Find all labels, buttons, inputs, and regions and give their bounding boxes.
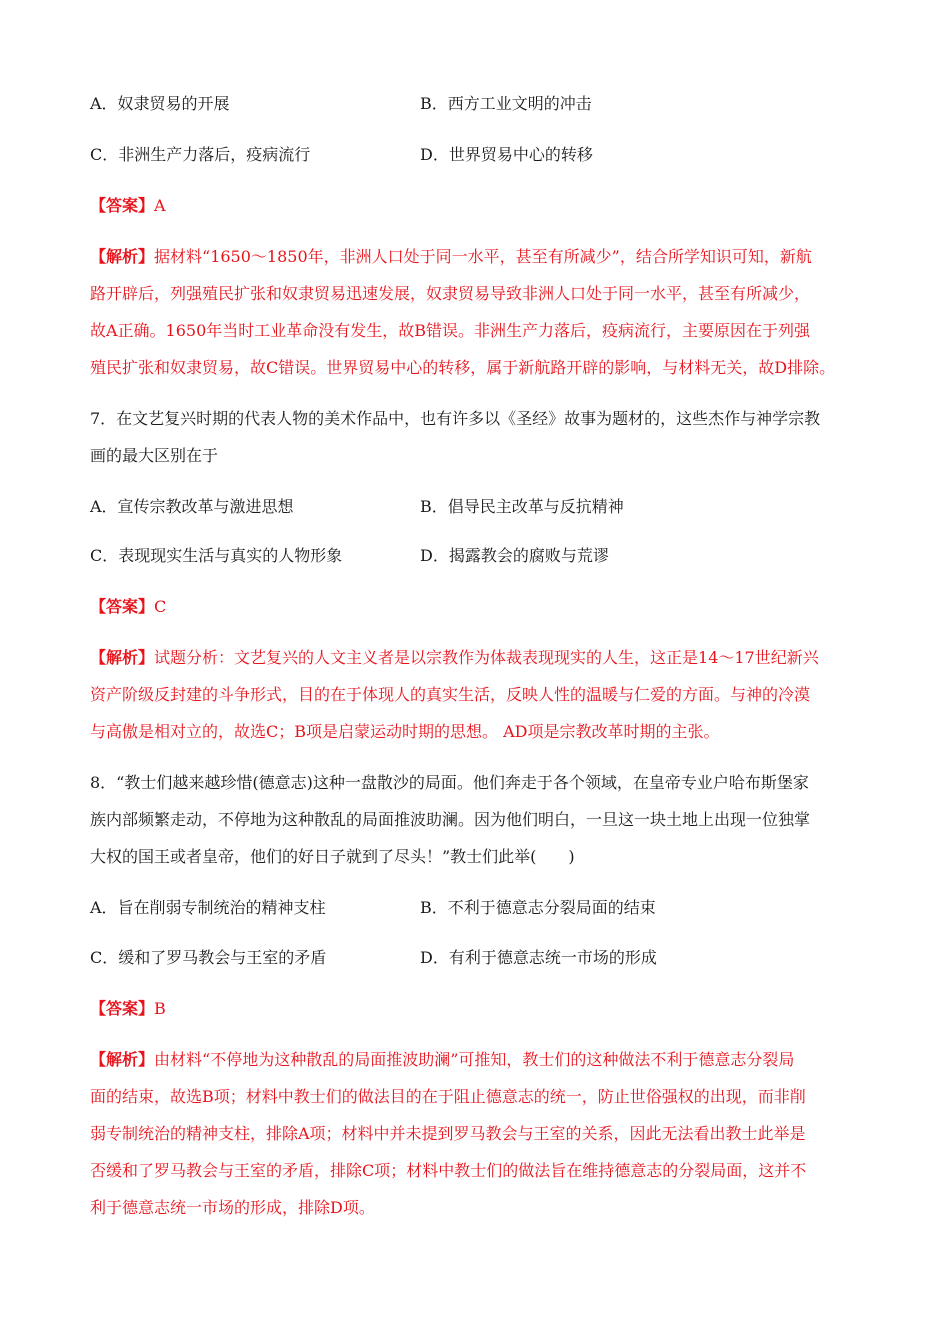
q8-analysis-line-2: 面的结束，故选B项；材料中教士们的做法目的在于阻止德意志的统一，防止世俗强权的出现，而非削	[90, 1087, 806, 1106]
q6-answer-value: A	[154, 196, 166, 215]
q8-analysis-line-1	[90, 1050, 794, 1070]
q8-stem-line-3: 大权的国王或者皇帝，他们的好日子就到了尽头！”教士们此举( )	[90, 847, 575, 866]
q7-option-b[interactable]: B．倡导民主改革与反抗精神	[420, 497, 624, 516]
q6-options-row-2	[90, 145, 870, 165]
q7-answer	[90, 597, 166, 617]
q8-stem-line-1: 8．“教士们越来越珍惜(德意志)这种一盘散沙的局面。他们奔走于各个领域，在皇帝专业户哈布斯堡家	[90, 773, 809, 792]
q6-analysis-line-4: 殖民扩张和奴隶贸易，故C错误。世界贸易中心的转移，属于新航路开辟的影响，与材料无关，故D排除。	[90, 358, 836, 377]
q7-stem-line-1: 7．在文艺复兴时期的代表人物的美术作品中，也有许多以《圣经》故事为题材的，这些杰作与神学宗教	[90, 409, 821, 428]
q8-analysis-line-5: 利于德意志统一市场的形成，排除D项。	[90, 1198, 375, 1217]
q6-analysis-tag: 【解析】	[90, 247, 155, 266]
q6-answer-tag: 【答案】	[90, 196, 155, 215]
q8-analysis-line-4: 否缓和了罗马教会与王室的矛盾，排除C项；材料中教士们的做法旨在维持德意志的分裂局面，这并不	[90, 1161, 807, 1180]
q7-analysis-line-2: 资产阶级反封建的斗争形式，目的在于体现人的真实生活，反映人性的温暖与仁爱的方面。与神的冷漠	[90, 685, 811, 704]
q7-options-row-1	[90, 497, 870, 517]
q6-options-row-1	[90, 94, 870, 114]
q6-option-a[interactable]: A．奴隶贸易的开展	[90, 94, 230, 113]
q8-option-a[interactable]: A．旨在削弱专制统治的精神支柱	[90, 898, 326, 917]
q8-stem-line-2: 族内部频繁走动，不停地为这种散乱的局面推波助澜。因为他们明白，一旦这一块土地上出现一位独掌	[90, 810, 811, 829]
q7-answer-value: C	[154, 597, 167, 616]
q8-analysis-line-3: 弱专制统治的精神支柱，排除A项；材料中并未提到罗马教会与王室的关系，因此无法看出教士此举是	[90, 1124, 806, 1143]
q6-option-d[interactable]: D．世界贸易中心的转移	[420, 145, 593, 164]
q7-options-row-2	[90, 546, 870, 566]
q6-answer	[90, 196, 166, 216]
q8-options-row-2	[90, 948, 870, 968]
q6-option-c[interactable]: C．非洲生产力落后，疫病流行	[90, 145, 311, 164]
q7-option-c[interactable]: C．表现现实生活与真实的人物形象	[90, 546, 343, 565]
q6-analysis-text-1: 据材料“1650～1850年，非洲人口处于同一水平，甚至有所减少”，结合所学知识可知，新航	[154, 247, 812, 266]
q7-analysis-line-1	[90, 648, 819, 668]
q8-answer	[90, 999, 166, 1019]
q8-option-d[interactable]: D．有利于德意志统一市场的形成	[420, 948, 657, 967]
q6-analysis-line-2: 路开辟后，列强殖民扩张和奴隶贸易迅速发展，奴隶贸易导致非洲人口处于同一水平，甚至有所减少，	[90, 284, 811, 303]
q7-analysis-tag: 【解析】	[90, 648, 155, 667]
q7-analysis-line-3: 与高傲是相对立的，故选C；B项是启蒙运动时期的思想。 AD项是宗教改革时期的主张。	[90, 722, 720, 741]
q6-analysis-line-1	[90, 247, 812, 267]
q8-answer-value: B	[154, 999, 166, 1018]
q7-analysis-text-1: 试题分析：文艺复兴的人文主义者是以宗教作为体裁表现现实的人生，这正是14～17世纪新兴	[154, 648, 819, 667]
q7-answer-tag: 【答案】	[90, 597, 155, 616]
q6-option-b[interactable]: B．西方工业文明的冲击	[420, 94, 592, 113]
q7-option-d[interactable]: D．揭露教会的腐败与荒谬	[420, 546, 609, 565]
q8-option-c[interactable]: C．缓和了罗马教会与王室的矛盾	[90, 948, 327, 967]
q8-options-row-1	[90, 898, 870, 918]
q8-analysis-tag: 【解析】	[90, 1050, 155, 1069]
q8-answer-tag: 【答案】	[90, 999, 155, 1018]
q6-analysis-line-3: 故A正确。1650年当时工业革命没有发生，故B错误。非洲生产力落后，疫病流行，主要原因在于列强	[90, 321, 811, 340]
q7-stem-line-2: 画的最大区别在于	[90, 446, 219, 465]
q7-option-a[interactable]: A．宣传宗教改革与激进思想	[90, 497, 294, 516]
q8-analysis-text-1: 由材料“不停地为这种散乱的局面推波助澜”可推知，教士们的这种做法不利于德意志分裂局	[154, 1050, 795, 1069]
q8-option-b[interactable]: B．不利于德意志分裂局面的结束	[420, 898, 656, 917]
